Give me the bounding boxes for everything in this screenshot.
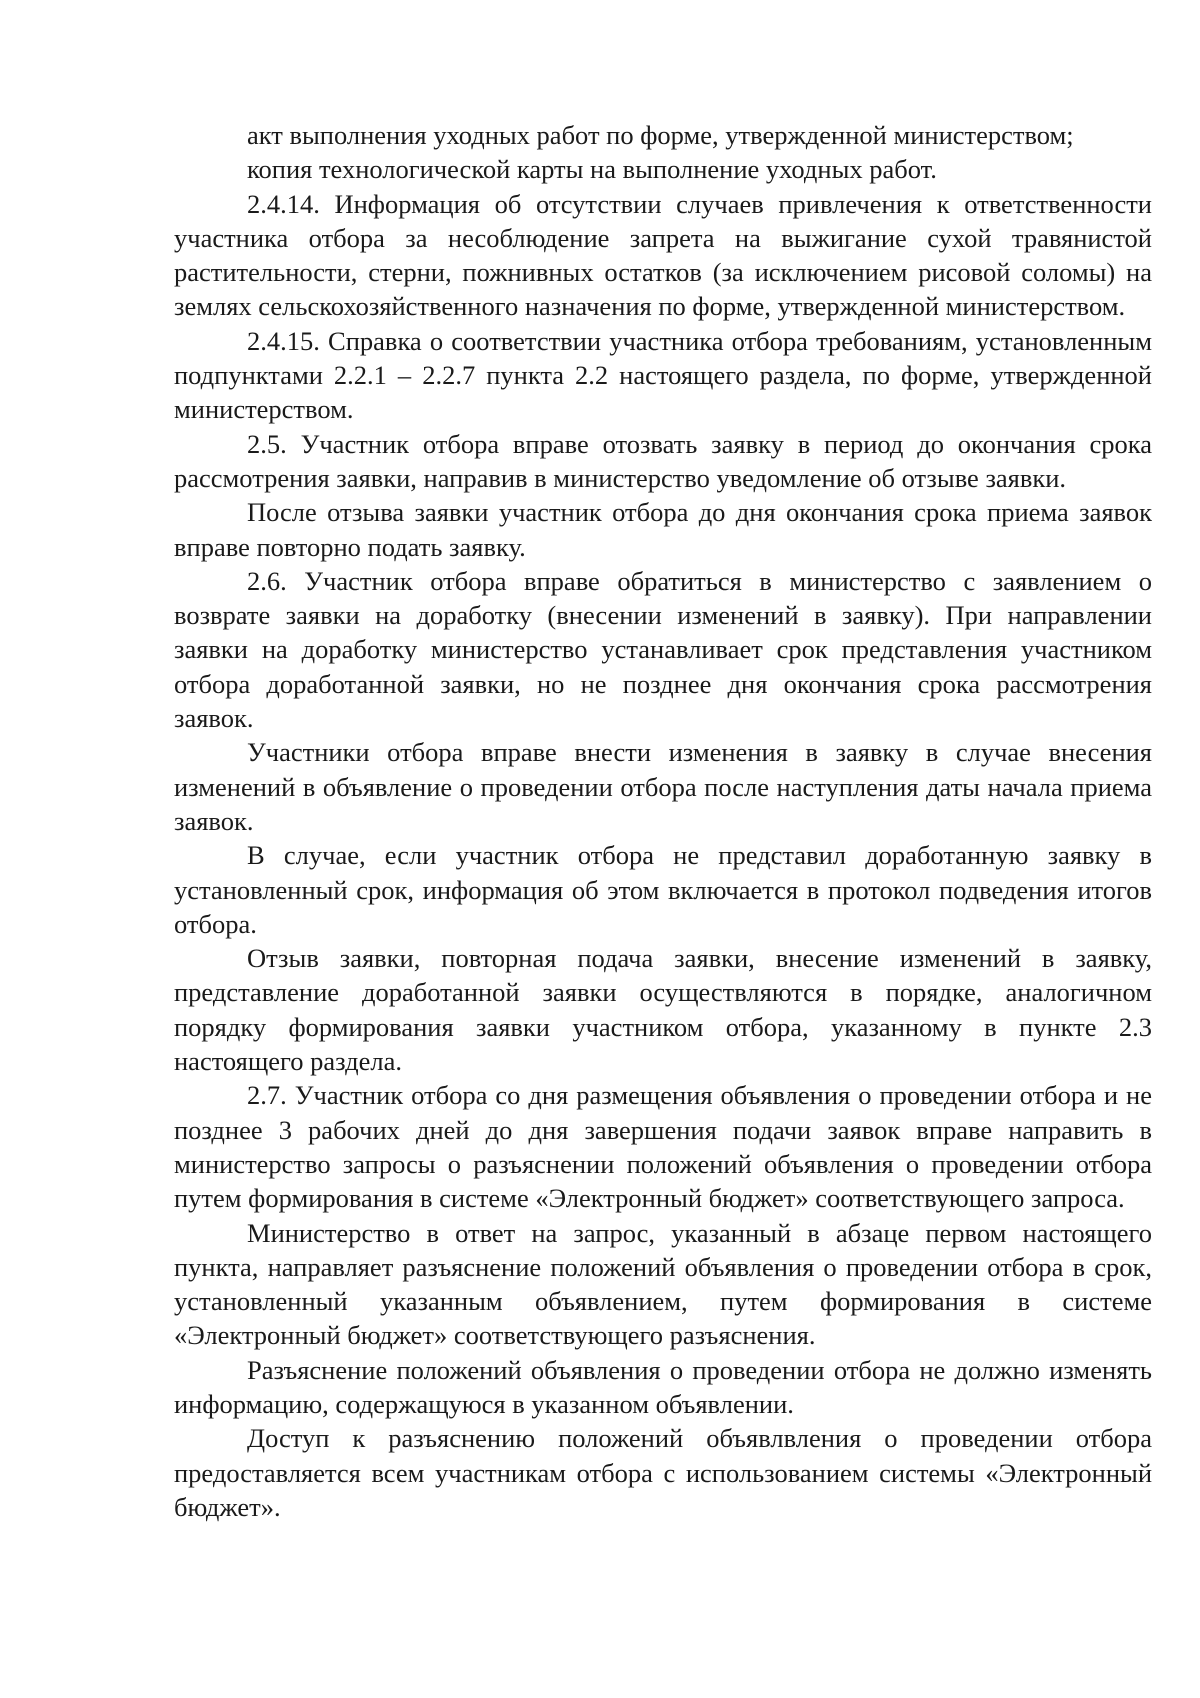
paragraph-2-7: 2.7. Участник отбора со дня размещения объявления о проведении отбора и не позднее 3 рабочих дней до дня завершения подачи заявок вправе направить в министерство запросы о разъяснении положений объявления о проведении отбора путем формирования в системе «Электронный бюджет» соответствующего запроса.: [174, 1080, 1152, 1214]
paragraph-2-4-15: 2.4.15. Справка о соответствии участника отбора требованиям, установленным подпунктами 2.2.1 – 2.2.7 пункта 2.2 настоящего раздела, по форме, утвержденной министерством.: [174, 325, 1152, 425]
paragraph-act-form: акт выполнения уходных работ по форме, утвержденной министерством;: [247, 120, 1074, 150]
paragraph-ministry-response: Министерство в ответ на запрос, указанный в абзаце первом настоящего пункта, направляет разъяснение положений объявления о проведении отбора в срок, установленный указанным объявлением, путем формирования в системе «Электронный бюджет» соответствующего разъяснения.: [174, 1217, 1152, 1351]
paragraph-clarification-limits: Разъяснение положений объявления о проведении отбора не должно изменять информацию, содержащуюся в указанном объявлении.: [174, 1354, 1152, 1419]
paragraph-2-4-14: 2.4.14. Информация об отсутствии случаев привлечения к ответственности участника отбора за несоблюдение запрета на выжигание сухой травянистой растительности, стерни, пожнивных остатков (за исключением рисовой соломы) на землях сельскохозяйственного назначения по форме, утвержденной министерством.: [174, 188, 1152, 322]
paragraph-changes-to-application: Участники отбора вправе внести изменения в заявку в случае внесения изменений в объявление о проведении отбора после наступления даты начала приема заявок.: [174, 737, 1152, 836]
paragraph-not-submitted-in-time: В случае, если участник отбора не представил доработанную заявку в установленный срок, информация об этом включается в протокол подведения итогов отбора.: [174, 840, 1152, 939]
paragraph-tech-card: копия технологической карты на выполнение уходных работ.: [247, 154, 937, 185]
document-page: [174, 118, 1152, 1524]
paragraph-procedure: Отзыв заявки, повторная подача заявки, внесение изменений в заявку, представление доработанной заявки осуществляются в порядке, аналогичном порядку формирования заявки участником отбора, указанному в пункте 2.3 настоящего раздела.: [174, 943, 1152, 1077]
paragraph-2-5: 2.5. Участник отбора вправе отозвать заявку в период до окончания срока рассмотрения заявки, направив в министерство уведомление об отзыве заявки.: [174, 428, 1152, 493]
paragraph-2-6: 2.6. Участник отбора вправе обратиться в министерство с заявлением о возврате заявки на доработку (внесении изменений в заявку). При направлении заявки на доработку министерство устанавливает срок представления участником отбора доработанной заявки, но не позднее дня окончания срока рассмотрения заявок.: [174, 565, 1152, 734]
paragraph-clarification-access: Доступ к разъяснению положений объявлвления о проведении отбора предоставляется всем участникам отбора с использованием системы «Электронный бюджет».: [174, 1423, 1152, 1522]
paragraph-withdrawal-resubmit: После отзыва заявки участник отбора до дня окончания срока приема заявок вправе повторно подать заявку.: [174, 497, 1152, 562]
